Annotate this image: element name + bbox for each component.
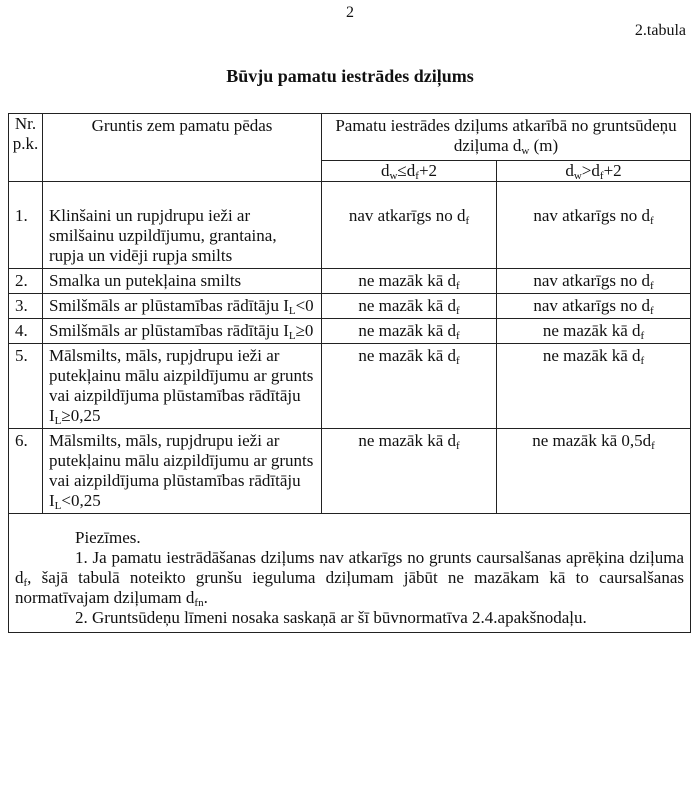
note-1-sub2: fn [194, 597, 204, 609]
col2-sub: f [640, 355, 645, 367]
table-label: 2.tabula [634, 22, 686, 39]
ground-sub: L [288, 305, 296, 317]
row-nr: 6. [9, 429, 43, 514]
sub1-a: d [380, 161, 390, 180]
notes-title: Piezīmes. [75, 528, 141, 547]
sub2-a: d [565, 161, 574, 180]
note-1 [15, 548, 684, 608]
row-col2 [497, 269, 691, 294]
col2-text: ne mazāk kā d [542, 346, 641, 365]
table-row [9, 429, 691, 514]
header-ground: Gruntis zem pamatu pēdas [43, 114, 322, 182]
col1-sub: f [456, 355, 460, 367]
row-col2 [497, 319, 691, 344]
col1-sub: f [456, 330, 460, 342]
ground-text: Klinšaini un rupjdrupu ieži ar smilšainu uzpildījumu, grantaina, rupja un vidēji rupja smilts [49, 206, 277, 265]
header-depth-text: Pamatu iestrādes dziļums atkarībā no gruntsūdeņu dziļuma d [335, 116, 677, 155]
row-ground [43, 269, 322, 294]
ground-tail: ≥0,25 [61, 406, 101, 425]
col1-text: nav atkarīgs no d [348, 206, 466, 225]
ground-tail: ≥0 [295, 321, 314, 340]
header-depth-sub: w [521, 145, 530, 157]
notes-row [9, 514, 691, 633]
ground-sub: L [54, 500, 62, 512]
table-title: Būvju pamatu iestrādes dziļums [226, 66, 474, 86]
ground-text: Smilšmāls ar plūstamības rādītāju I [49, 296, 289, 315]
row-col1 [322, 429, 497, 514]
row-col1 [322, 319, 497, 344]
col2-text: ne mazāk kā d [542, 321, 641, 340]
row-nr: 1. [9, 182, 43, 269]
table-row [9, 294, 691, 319]
sub1-op: ≤d [397, 161, 416, 180]
ground-text: Smalka un putekļaina smilts [49, 271, 242, 290]
col1-sub: f [456, 440, 460, 452]
header-depth [322, 114, 691, 161]
sub1-b-sub: f [415, 170, 419, 182]
note-2: 2. Gruntsūdeņu līmeni nosaka saskaņā ar šī būvnormatīva 2.4.apakšnodaļu. [75, 608, 587, 627]
col2-sub: f [649, 280, 654, 292]
row-ground [43, 294, 322, 319]
col1-text: ne mazāk kā d [358, 296, 457, 315]
sub2-op: >d [581, 161, 600, 180]
ground-sub: L [288, 330, 296, 342]
row-col2 [497, 294, 691, 319]
row-nr: 3. [9, 294, 43, 319]
row-nr: 4. [9, 319, 43, 344]
note-1-text-b: , šajā tabulā noteikto grunšu ieguluma dziļumam jābūt ne mazākam kā to caursalšanas normatīvajam dziļumam d [15, 568, 684, 607]
col2-sub: f [649, 305, 654, 317]
col2-sub: f [651, 440, 655, 452]
notes [9, 514, 691, 633]
col2-text: nav atkarīgs no d [533, 296, 650, 315]
row-col1 [322, 344, 497, 429]
ground-text: Smilšmāls ar plūstamības rādītāju I [49, 321, 289, 340]
sub2-tail: +2 [603, 161, 622, 180]
subheader-col1 [322, 161, 497, 182]
row-ground [43, 344, 322, 429]
col1-sub: f [456, 305, 460, 317]
foundation-depth-table [8, 113, 691, 633]
row-ground [43, 319, 322, 344]
row-nr: 2. [9, 269, 43, 294]
ground-sub: L [54, 415, 62, 427]
col2-sub: f [649, 215, 654, 227]
subheader-col2 [497, 161, 691, 182]
sub2-b-sub: f [599, 170, 604, 182]
col1-text: ne mazāk kā d [358, 346, 457, 365]
sub1-tail: +2 [418, 161, 438, 180]
row-ground [43, 182, 322, 269]
ground-tail: <0 [295, 296, 314, 315]
ground-text: Mālsmilts, māls, rupjdrupu ieži ar putekļainu mālu aizpildījumu ar grunts vai aizpildījuma plūstamības rādītāju I [49, 346, 314, 425]
row-col1 [322, 182, 497, 269]
row-col2 [497, 344, 691, 429]
col1-text: ne mazāk kā d [358, 321, 457, 340]
ground-tail: <0,25 [61, 491, 101, 510]
table-row [9, 269, 691, 294]
col2-sub: f [640, 330, 645, 342]
header-row [9, 114, 691, 161]
note-1-sub1: f [23, 577, 28, 589]
sub2-a-sub: w [573, 170, 582, 182]
note-1-text-a: 1. Ja pamatu iestrādāšanas dziļums nav atkarīgs no grunts caursalšanas aprēķina dziļuma d [15, 548, 684, 587]
row-col1 [322, 269, 497, 294]
row-ground [43, 429, 322, 514]
row-col2 [497, 182, 691, 269]
header-depth-unit: (m) [529, 136, 559, 155]
col1-sub: f [456, 280, 460, 292]
row-nr: 5. [9, 344, 43, 429]
col1-text: ne mazāk kā d [358, 431, 457, 450]
header-nr: Nr. p.k. [9, 114, 43, 182]
col1-sub: f [465, 215, 470, 227]
row-col2 [497, 429, 691, 514]
table-row [9, 344, 691, 429]
ground-text: Mālsmilts, māls, rupjdrupu ieži ar putekļainu mālu aizpildījumu ar grunts vai aizpildījuma plūstamības rādītāju I [49, 431, 314, 510]
sub1-a-sub: w [389, 170, 398, 182]
col2-text: nav atkarīgs no d [533, 206, 650, 225]
col2-text: ne mazāk kā 0,5d [532, 431, 652, 450]
table-row [9, 319, 691, 344]
col1-text: ne mazāk kā d [358, 271, 457, 290]
page-number: 2 [346, 4, 354, 21]
note-1-text-c: . [203, 588, 208, 607]
col2-text: nav atkarīgs no d [533, 271, 650, 290]
row-col1 [322, 294, 497, 319]
table-row [9, 182, 691, 269]
